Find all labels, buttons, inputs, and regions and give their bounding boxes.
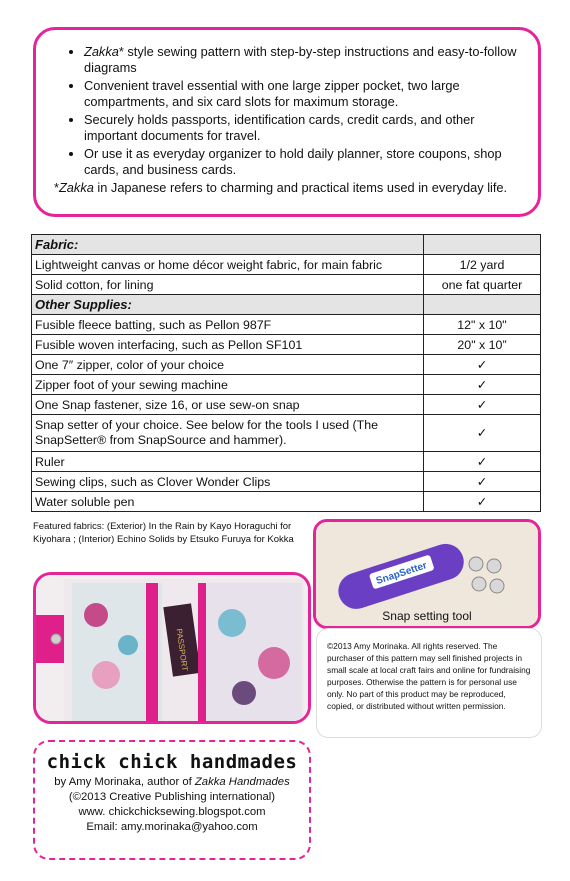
table-row: One Snap fastener, size 16, or use sew-on snap ✓ xyxy=(32,395,541,415)
table-row: Solid cotton, for lining one fat quarter xyxy=(32,275,541,295)
table-row: Lightweight canvas or home décor weight fabric, for main fabric 1/2 yard xyxy=(32,255,541,275)
signature-box xyxy=(33,740,311,860)
feature-item: • Zakka* style sewing pattern with step-by-step instructions and easy-to-follow diagrams xyxy=(84,44,520,76)
author-line: by Amy Morinaka, author of Zakka Handmades xyxy=(54,776,290,788)
features-list xyxy=(54,44,520,178)
table-row: Fusible fleece batting, such as Pellon 987F 12" x 10" xyxy=(32,315,541,335)
email-link[interactable]: Email: amy.morinaka@yahoo.com xyxy=(86,821,258,833)
feature-item: • Convenient travel essential with one large zipper pocket, two large compartments, and six card slots for maximum storage. xyxy=(84,78,520,110)
table-header-other: Other Supplies: xyxy=(32,295,541,315)
table-row: Zipper foot of your sewing machine ✓ xyxy=(32,375,541,395)
table-row: Snap setter of your choice. See below for the tools I used (The SnapSetter® from SnapSource and hammer). ✓ xyxy=(32,415,541,452)
table-row: Fusible woven interfacing, such as Pellon SF101 20" x 10” xyxy=(32,335,541,355)
wallet-illustration xyxy=(36,575,308,721)
brand-title: chick chick handmades xyxy=(46,751,298,773)
svg-text:PASSPORT: PASSPORT xyxy=(174,628,190,672)
copyright-notice: ©2013 Amy Morinaka. All rights reserved. The purchaser of this pattern may sell finished projects in small scale at local craft fairs and online for fundraising purposes. Otherwise the pattern is for personal use only. No part of this product may be reproduced, copied, or distributed without written permission. xyxy=(316,628,542,738)
table-row: One 7″ zipper, color of your choice ✓ xyxy=(32,355,541,375)
wallet-photo xyxy=(33,572,311,724)
table-row: Sewing clips, such as Clover Wonder Clips ✓ xyxy=(32,472,541,492)
featured-fabrics-caption: Featured fabrics: (Exterior) In the Rain by Kayo Horaguchi for Kiyohara ; (Interior) Echino Solids by Etsuko Furuya for Kokka xyxy=(33,521,294,545)
snap-tool-caption: Snap setting tool xyxy=(382,609,472,623)
publisher-line: (©2013 Creative Publishing international) xyxy=(68,791,276,803)
feature-item: • Securely holds passports, identification cards, credit cards, and other important documents for travel. xyxy=(84,112,520,144)
svg-text:SnapSetter: SnapSetter xyxy=(374,560,429,587)
table-row: Ruler ✓ xyxy=(32,452,541,472)
zakka-note: *Zakka in Japanese refers to charming and practical items used in everyday life. xyxy=(54,180,508,195)
website-link[interactable]: www. chickchicksewing.blogspot.com xyxy=(78,806,266,818)
feature-item: • Or use it as everyday organizer to hold daily planner, store coupons, shop cards, and business cards. xyxy=(84,146,520,178)
features-box xyxy=(33,27,541,217)
table-header-fabric: Fabric: xyxy=(32,235,541,255)
table-row: Water soluble pen ✓ xyxy=(32,492,541,512)
supplies-table xyxy=(31,234,541,512)
